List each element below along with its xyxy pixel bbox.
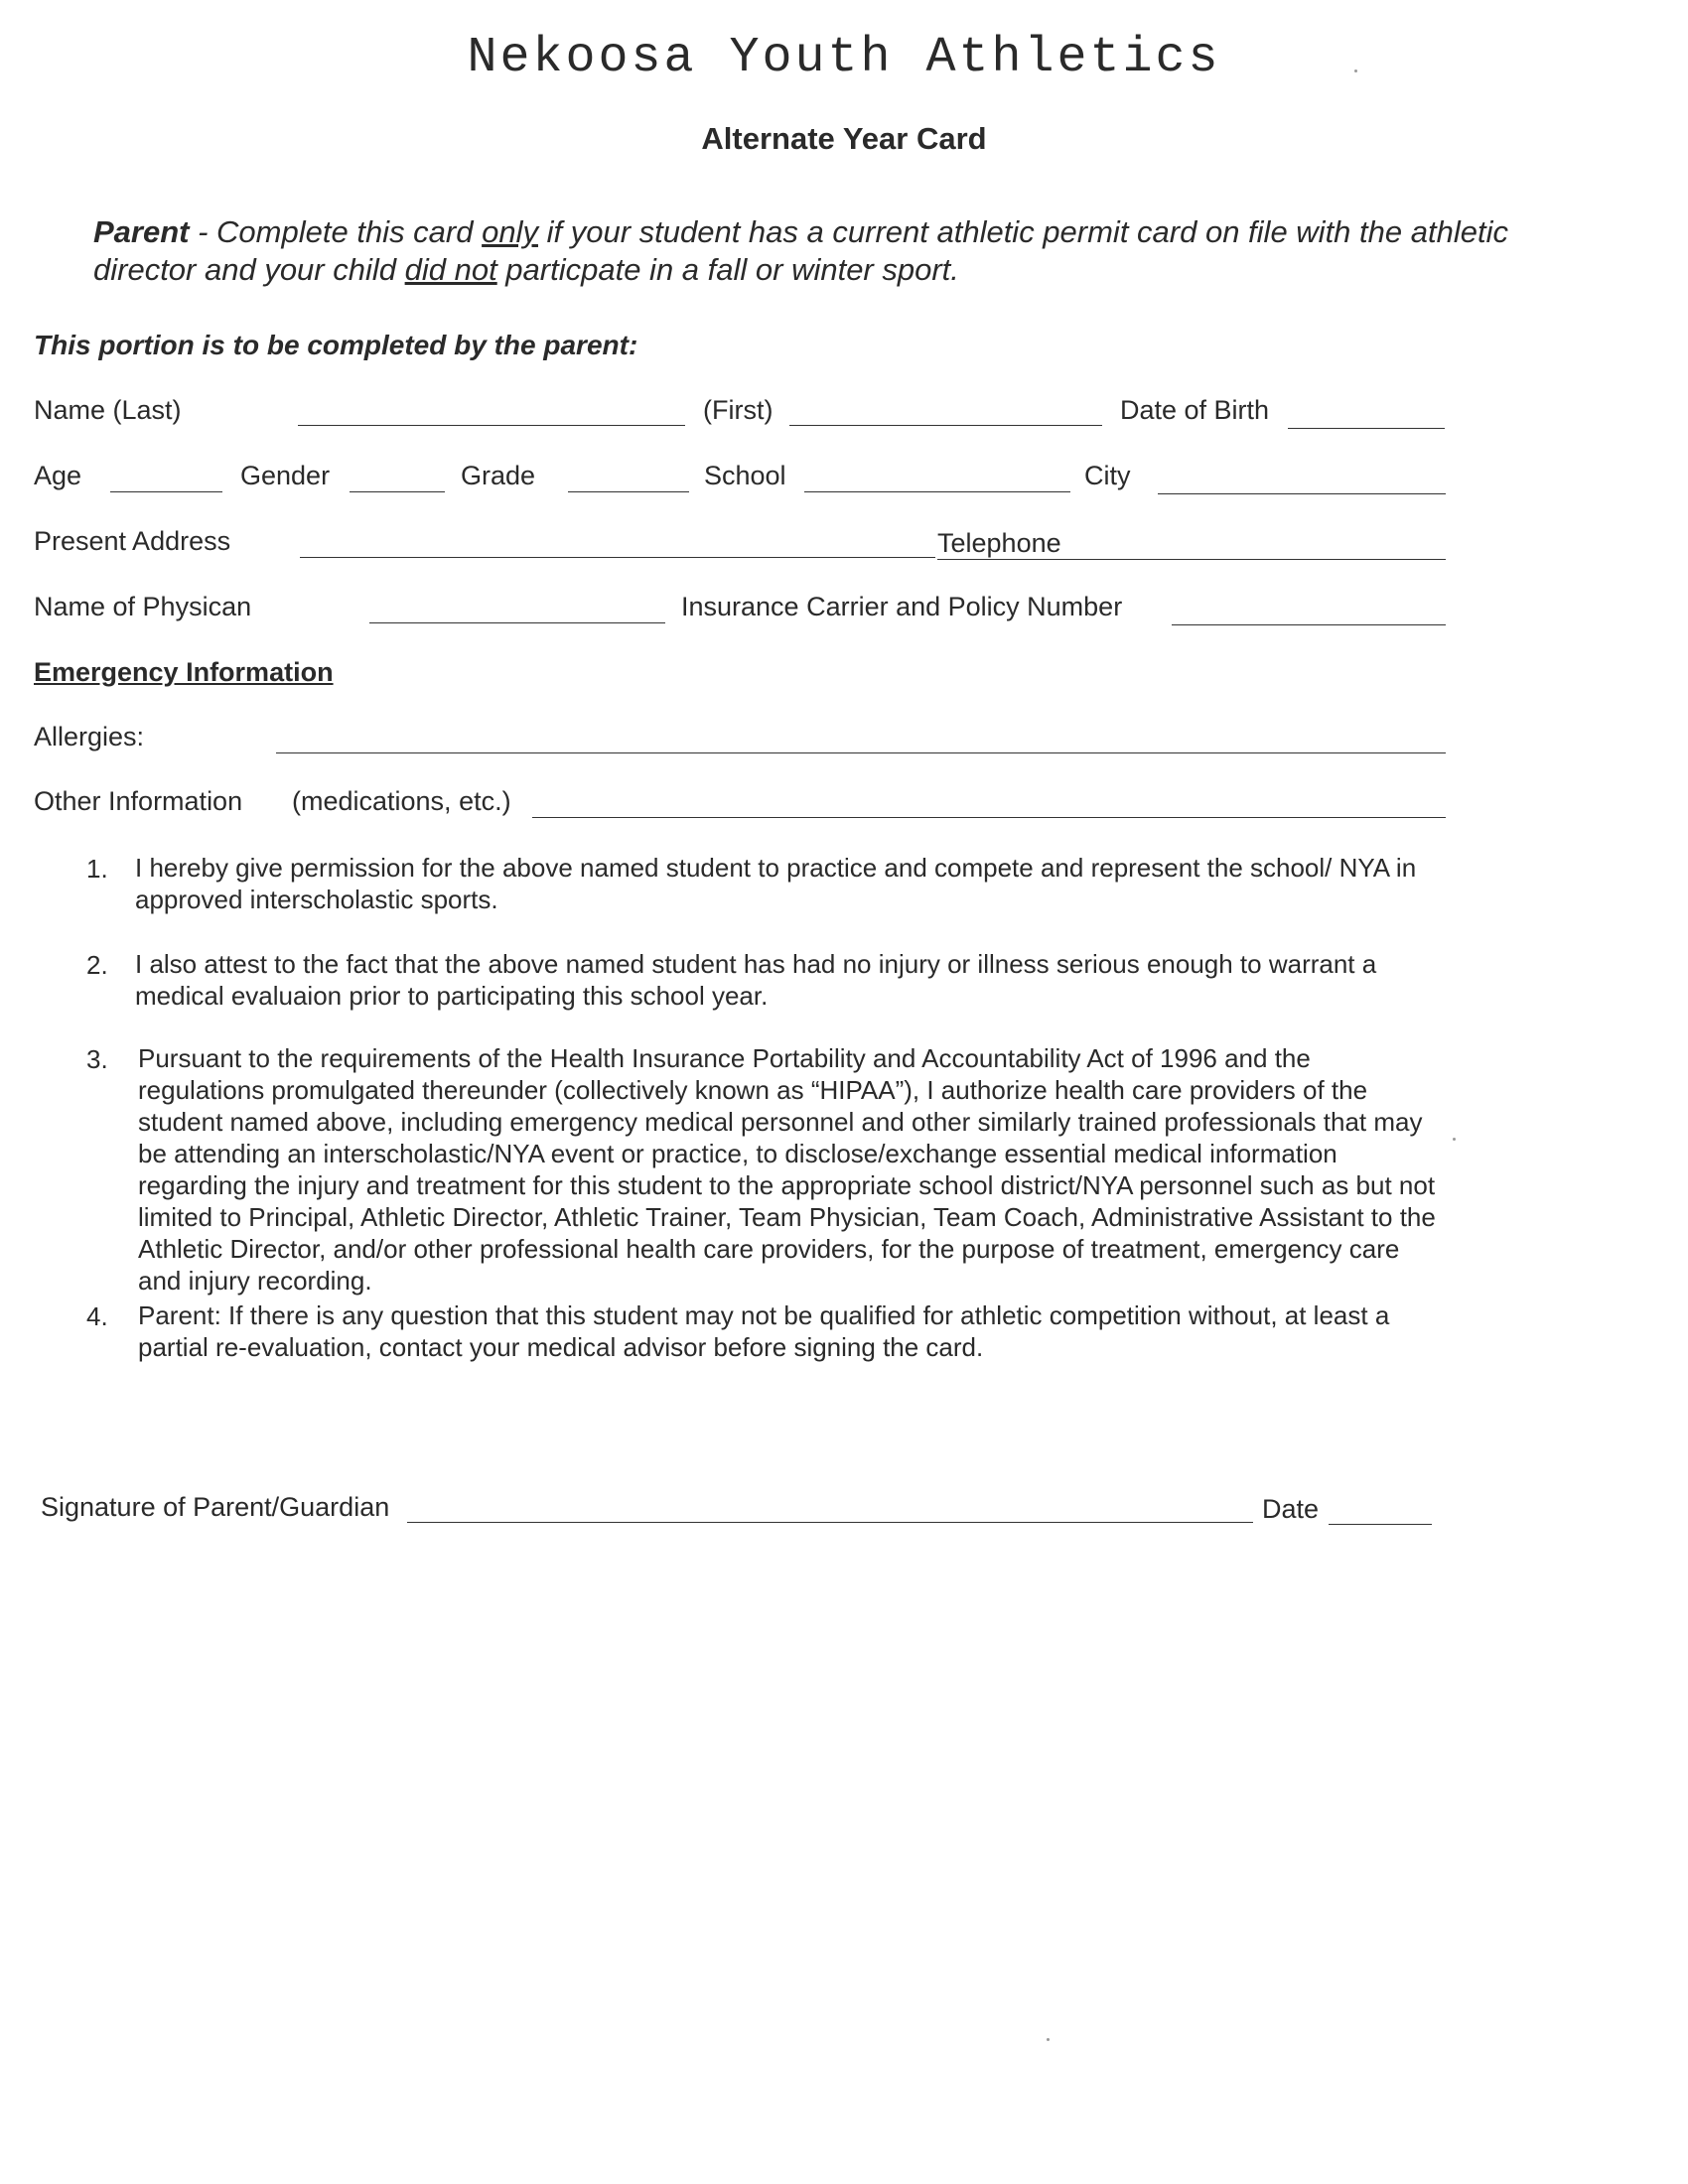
field-other-information[interactable] (532, 817, 1446, 818)
field-age[interactable] (110, 491, 222, 492)
field-telephone[interactable] (937, 559, 1446, 560)
field-date-of-birth[interactable] (1288, 428, 1445, 429)
field-first-name[interactable] (789, 425, 1102, 426)
label-other-information: Other Information (34, 786, 243, 816)
statement-number: 3. (86, 1044, 108, 1074)
label-date-of-birth: Date of Birth (1120, 395, 1270, 425)
statement-text: Pursuant to the requirements of the Health Insurance Portability and Accountability Act of 1996 and the regulations promulgated thereunder (collectively known as “HIPAA”), I authorize health care providers of the student named above, including emergency medical personnel and other similarly trained professionals that may be attending an interscholastic/NYA event or practice, to disclose/exchange essential medical information regarding the injury and treatment for this student to the appropriate school district/NYA personnel such as but not limited to Principal, Athletic Director, Athletic Trainer, Team Physician, Team Coach, Administrative Assistant to the Athletic Director, and/or other professional health care providers, for the purpose of treatment, emergency care and injury recording. (138, 1043, 1436, 1296)
intro-lead: Parent (93, 214, 190, 249)
section-heading: This portion is to be completed by the parent: (34, 330, 638, 360)
scan-speck (1354, 69, 1357, 72)
intro-emphasis-did-not: did not (404, 252, 497, 287)
label-school: School (704, 461, 786, 490)
intro-dash: - (189, 214, 217, 249)
field-last-name[interactable] (298, 425, 685, 426)
statement-number: 2. (86, 950, 108, 980)
field-grade[interactable] (568, 491, 689, 492)
statement-number: 4. (86, 1301, 108, 1331)
label-first: (First) (703, 395, 774, 425)
intro-paragraph (93, 213, 1563, 289)
label-date: Date (1262, 1494, 1320, 1524)
field-signature[interactable] (407, 1522, 1253, 1523)
statement-text: I also attest to the fact that the above named student has had no injury or illness serious enough to warrant a medical evaluaion prior to participating this school year. (135, 949, 1377, 1011)
intro-part2: if your student has a current athletic permit card on file with the athletic director and your child (93, 214, 1508, 287)
label-city: City (1084, 461, 1131, 490)
statement-text: I hereby give permission for the above named student to practice and compete and represent the school/ NYA in approved interscholastic sports. (135, 853, 1417, 914)
label-signature: Signature of Parent/Guardian (41, 1492, 390, 1522)
label-physician: Name of Physican (34, 592, 252, 621)
intro-part3: particpate in a fall or winter sport. (496, 252, 959, 287)
label-name-last: Name (Last) (34, 395, 182, 425)
field-allergies[interactable] (276, 752, 1446, 753)
label-gender: Gender (240, 461, 331, 490)
intro-part1: Complete this card (216, 214, 483, 249)
field-school[interactable] (804, 491, 1070, 492)
label-age: Age (34, 461, 82, 490)
field-insurance[interactable] (1172, 624, 1446, 625)
field-physician[interactable] (369, 622, 665, 623)
scan-speck (1453, 1138, 1456, 1141)
label-telephone: Telephone (937, 528, 1061, 558)
field-date[interactable] (1329, 1524, 1432, 1525)
field-gender[interactable] (350, 491, 445, 492)
label-insurance: Insurance Carrier and Policy Number (681, 592, 1123, 621)
intro-emphasis-only: only (482, 214, 538, 249)
scan-speck (1047, 2038, 1050, 2041)
statement-text: Parent: If there is any question that this student may not be qualified for athletic competition without, at least a partial re-evaluation, contact your medical advisor before signing the card. (138, 1300, 1390, 1362)
card-subtitle: Alternate Year Card (701, 121, 987, 156)
label-grade: Grade (461, 461, 536, 490)
statement-number: 1. (86, 854, 108, 884)
label-present-address: Present Address (34, 526, 231, 556)
field-present-address[interactable] (300, 557, 935, 558)
page-title: Nekoosa Youth Athletics (467, 30, 1221, 86)
field-city[interactable] (1158, 493, 1446, 494)
emergency-heading: Emergency Information (34, 657, 334, 687)
label-allergies: Allergies: (34, 722, 145, 751)
label-medications-note: (medications, etc.) (292, 786, 511, 816)
